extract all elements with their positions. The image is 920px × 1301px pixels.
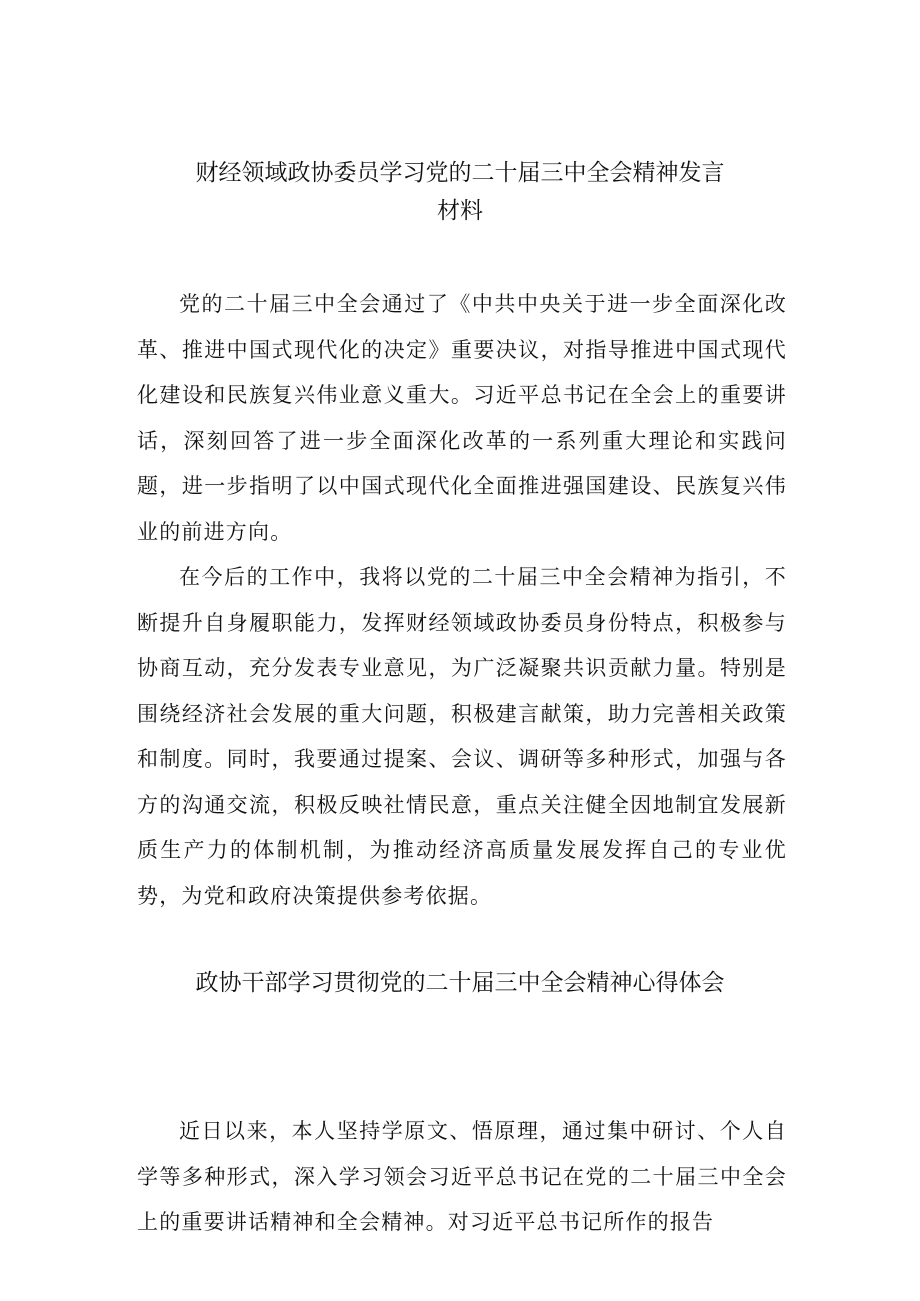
section1-body (137, 282, 787, 919)
section1-paragraph-1: 党的二十届三中全会通过了《中共中央关于进一步全面深化改革、推进中国式现代化的决定》重要决议，对指导推进中国式现代化建设和民族复兴伟业意义重大。习近平总书记在全会上的重要讲话，深刻回答了进一步全面深化改革的一系列重大理论和实践问题，进一步指明了以中国式现代化全面推进强国建设、民族复兴伟业的前进方向。 (137, 292, 787, 544)
section2-paragraph-1: 近日以来，本人坚持学原文、悟原理，通过集中研讨、个人自学等多种形式，深入学习领会习近平总书记在党的二十届三中全会上的重要讲话精神和全会精神。对习近平总书记所作的报告 (137, 1119, 787, 1234)
section1-title-line1: 财经领域政协委员学习党的二十届三中全会精神发言 (195, 160, 725, 186)
section1-title-line2: 材料 (437, 198, 483, 224)
section1-paragraph-2: 在今后的工作中，我将以党的二十届三中全会精神为指引，不断提升自身履职能力，发挥财经领域政协委员身份特点，积极参与协商互动，充分发表专业意见，为广泛凝聚共识贡献力量。特别是围绕经济社会发展的重大问题，积极建言献策，助力完善相关政策和制度。同时，我要通过提案、会议、调研等多种形式，加强与各方的沟通交流，积极反映社情民意，重点关注健全因地制宜发展新质生产力的体制机制，为推动经济高质量发展发挥自己的专业优势，为党和政府决策提供参考依据。 (137, 565, 787, 908)
section1-title (120, 156, 800, 228)
section2-body (137, 1109, 787, 1246)
section2-title: 政协干部学习贯彻党的二十届三中全会精神心得体会 (195, 970, 725, 996)
